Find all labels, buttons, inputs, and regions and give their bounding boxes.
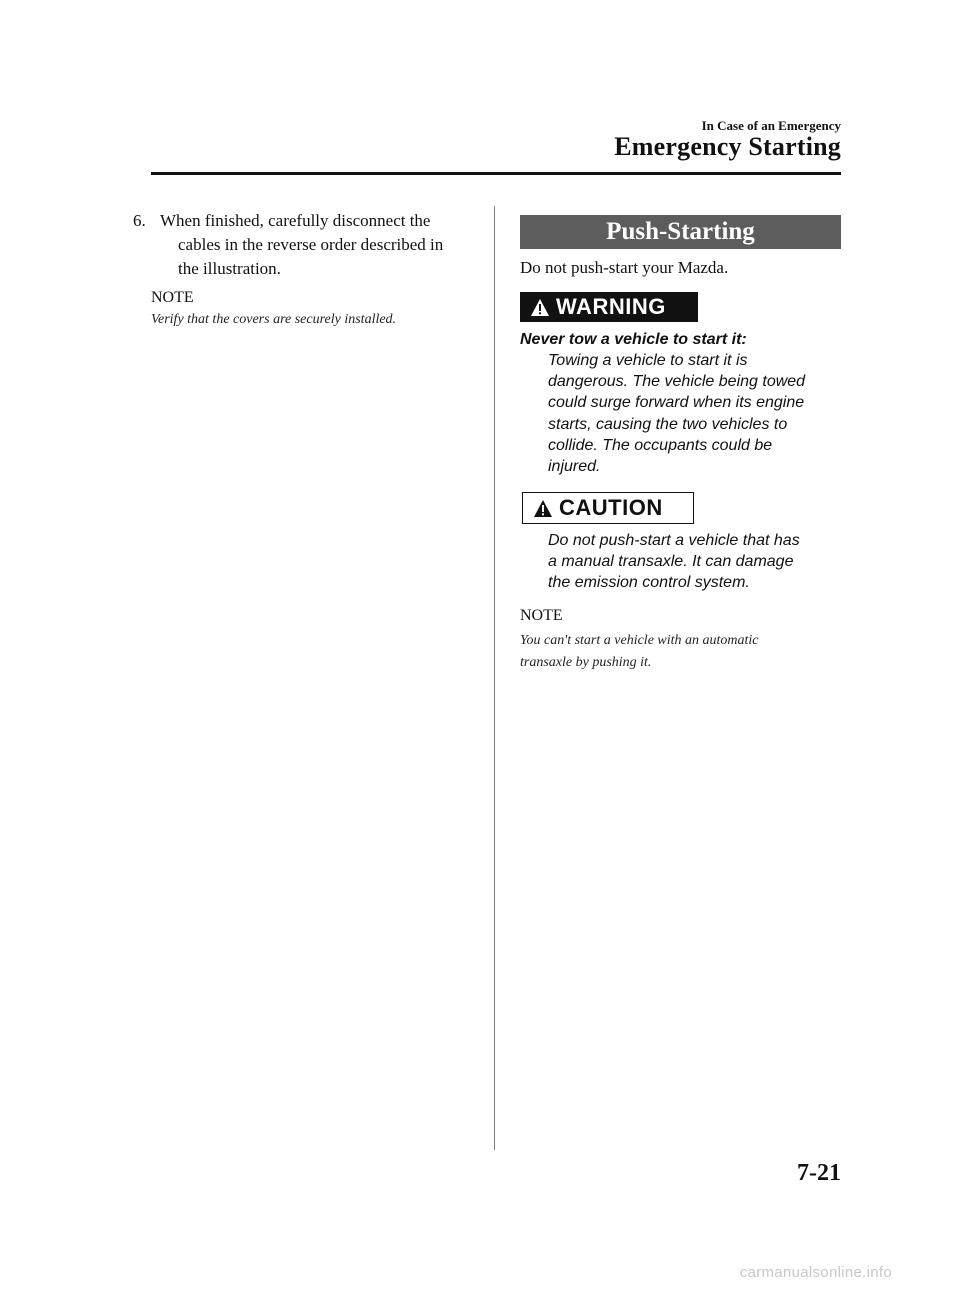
caution-body	[548, 530, 838, 594]
step-line-1: When finished, carefully disconnect the	[160, 211, 431, 230]
warning-line: could surge forward when its engine	[548, 394, 805, 412]
intro-text: Do not push-start your Mazda.	[520, 258, 729, 277]
note-line: transaxle by pushing it.	[520, 655, 652, 670]
caution-triangle-icon	[533, 499, 553, 518]
caution-line: Do not push-start a vehicle that has	[548, 532, 800, 549]
section-heading-text: Push-Starting	[606, 218, 755, 245]
warning-body	[548, 350, 838, 477]
warning-banner	[520, 292, 698, 322]
caution-banner	[522, 492, 694, 524]
chapter-label: In Case of an Emergency	[701, 118, 841, 133]
warning-title: Never tow a vehicle to start it:	[520, 331, 747, 348]
note-text-left: Verify that the covers are securely installed.	[151, 312, 397, 327]
warning-line: collide. The occupants could be	[548, 436, 773, 454]
watermark: carmanualsonline.info	[739, 1264, 892, 1281]
caution-label: CAUTION	[559, 495, 663, 520]
warning-label: WARNING	[556, 294, 666, 319]
page-title: Emergency Starting	[614, 132, 841, 161]
note-line: You can't start a vehicle with an automatic	[520, 633, 759, 648]
caution-line: the emission control system.	[548, 574, 750, 592]
warning-line: injured.	[548, 458, 601, 476]
note-label-left: NOTE	[151, 289, 194, 306]
page-number: 7-21	[797, 1160, 841, 1186]
note-text-right	[520, 630, 840, 674]
warning-line: starts, causing the two vehicles to	[548, 415, 788, 433]
step-6	[133, 209, 478, 281]
warning-triangle-icon	[530, 298, 550, 317]
header-rule	[151, 172, 841, 175]
note-label-right: NOTE	[520, 607, 563, 624]
step-line-2: cables in the reverse order described in	[178, 235, 444, 254]
caution-line: a manual transaxle. It can damage	[548, 553, 794, 571]
step-number: 6.	[133, 211, 146, 230]
step-line-3: the illustration.	[178, 259, 281, 278]
section-heading-push-starting	[520, 215, 841, 249]
column-divider	[494, 206, 495, 1150]
warning-line: dangerous. The vehicle being towed	[548, 373, 806, 391]
warning-line: Towing a vehicle to start it is	[548, 352, 748, 369]
